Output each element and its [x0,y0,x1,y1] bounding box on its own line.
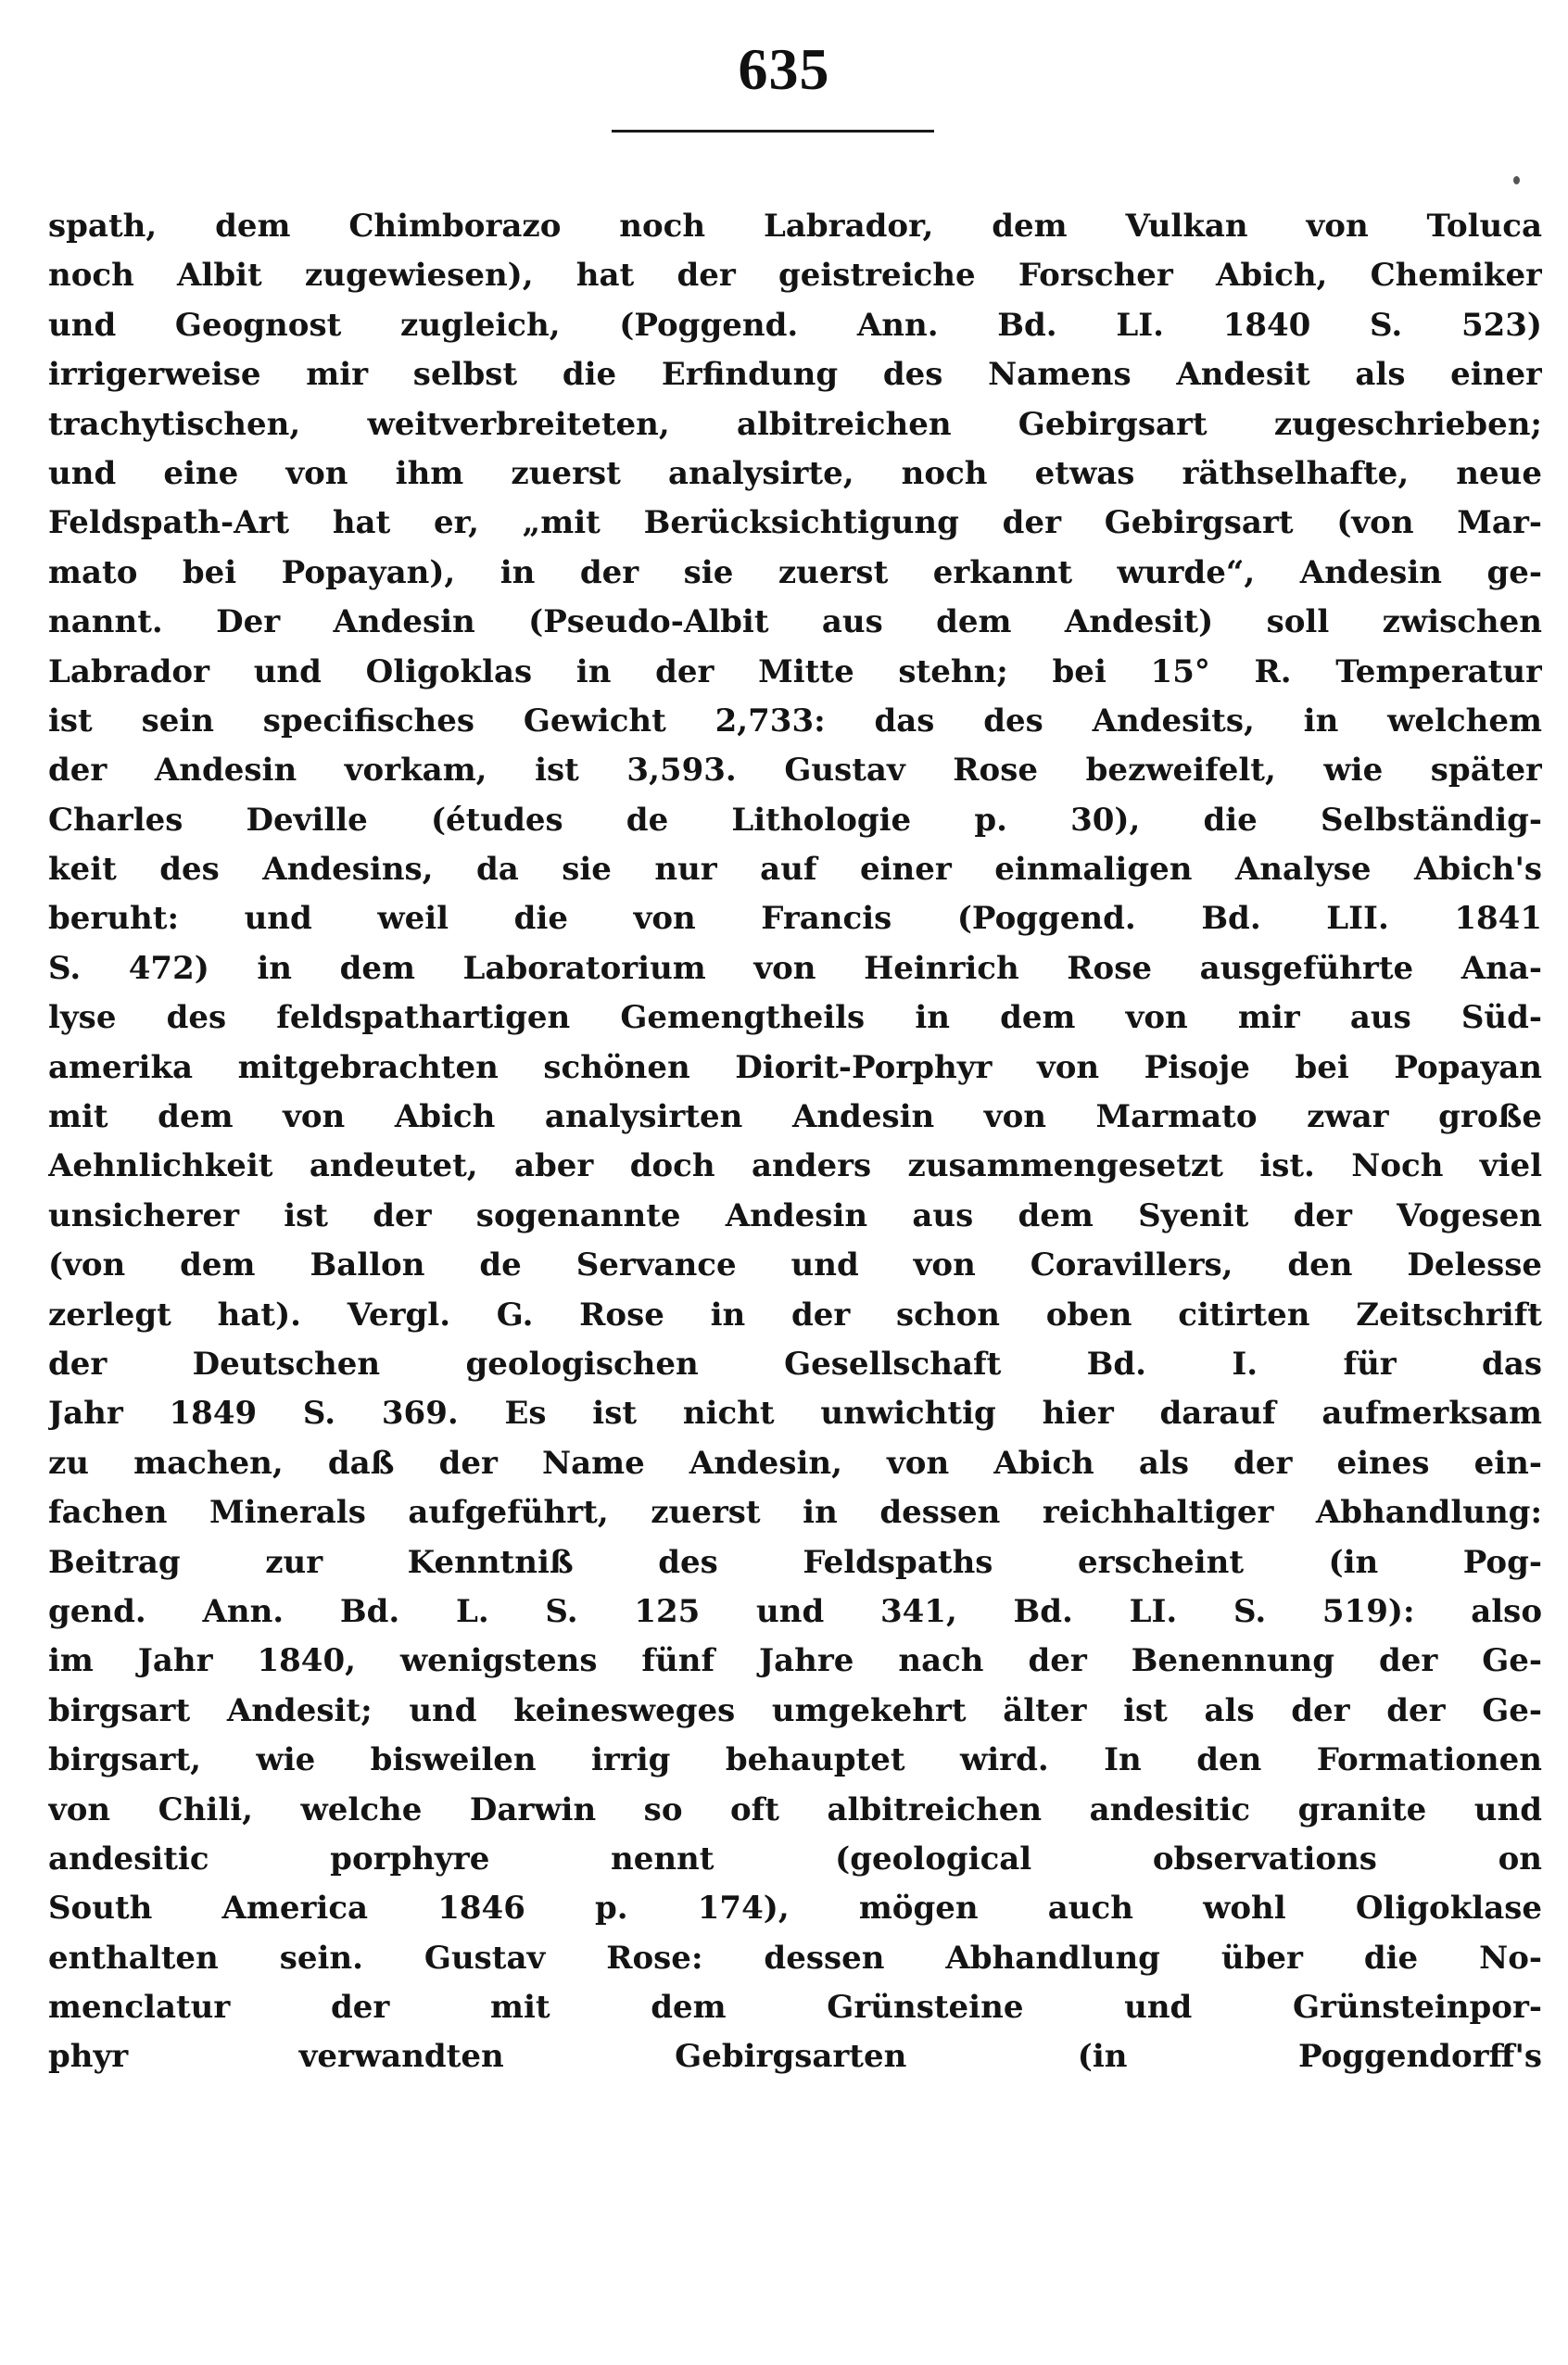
text-line: Labrador und Oligoklas in der Mitte stehn; bei 15° R. Temperatur [48,652,1542,690]
text-line: menclatur der mit dem Grünsteine und Grünsteinpor- [48,1989,1542,2027]
text-line: zerlegt hat). Vergl. G. Rose in der schon oben citirten Zeitschrift [48,1296,1542,1334]
ink-speck [1513,176,1520,184]
text-line: unsicherer ist der sogenannte Andesin aus dem Syenit der Vogesen [48,1196,1542,1234]
text-line: Charles Deville (études de Lithologie p. 30), die Selbständig- [48,801,1542,839]
text-line: phyr verwandten Gebirgsarten (in Poggendorff's [48,2038,1542,2076]
text-line: trachytischen, weitverbreiteten, albitreichen Gebirgsart zugeschrieben; [48,405,1542,443]
text-line: South America 1846 p. 174), mögen auch wohl Oligoklase [48,1890,1542,1928]
text-line: beruht: und weil die von Francis (Poggend. Bd. LII. 1841 [48,900,1542,938]
text-line: von Chili, welche Darwin so oft albitreichen andesitic granite und [48,1790,1542,1828]
text-line: (von dem Ballon de Servance und von Coravillers, den Delesse [48,1246,1542,1284]
text-line: Jahr 1849 S. 369. Es ist nicht unwichtig hier darauf aufmerksam [48,1395,1542,1433]
text-line: amerika mitgebrachten schönen Diorit-Porphyr von Pisoje bei Popayan [48,1048,1542,1086]
text-line: im Jahr 1840, wenigstens fünf Jahre nach der Benennung der Ge- [48,1642,1542,1680]
text-line: der Deutschen geologischen Gesellschaft Bd. I. für das [48,1345,1542,1383]
text-line: birgsart, wie bisweilen irrig behauptet wird. In den Formationen [48,1741,1542,1779]
text-line: enthalten sein. Gustav Rose: dessen Abhandlung über die No- [48,1939,1542,1977]
text-line: irrigerweise mir selbst die Erfindung des Namens Andesit als einer [48,356,1542,394]
text-line: der Andesin vorkam, ist 3,593. Gustav Rose bezweifelt, wie später [48,752,1542,790]
body-text [48,202,1542,2082]
text-line: noch Albit zugewiesen), hat der geistreiche Forscher Abich, Chemiker [48,257,1542,295]
text-line: zu machen, daß der Name Andesin, von Abich als der eines ein- [48,1444,1542,1482]
text-line: lyse des feldspathartigen Gemengtheils in dem von mir aus Süd- [48,999,1542,1037]
header-rule [612,130,934,133]
text-line: mato bei Popayan), in der sie zuerst erkannt wurde“, Andesin ge- [48,553,1542,591]
text-line: Aehnlichkeit andeutet, aber doch anders zusammengesetzt ist. Noch viel [48,1147,1542,1185]
text-line: ist sein specifisches Gewicht 2,733: das des Andesits, in welchem [48,702,1542,740]
text-line: mit dem von Abich analysirten Andesin von Marmato zwar große [48,1098,1542,1136]
text-line: spath, dem Chimborazo noch Labrador, dem Vulkan von Toluca [48,208,1542,245]
page-number: 635 [738,36,830,102]
text-line: fachen Minerals aufgeführt, zuerst in dessen reichhaltiger Abhandlung: [48,1494,1542,1532]
text-line: birgsart Andesit; und keinesweges umgekehrt älter ist als der der Ge- [48,1691,1542,1729]
text-line: und eine von ihm zuerst analysirte, noch etwas räthselhafte, neue [48,454,1542,492]
text-line: und Geognost zugleich, (Poggend. Ann. Bd. LI. 1840 S. 523) [48,306,1542,344]
text-line: Feldspath-Art hat er, „mit Berücksichtigung der Gebirgsart (von Mar- [48,504,1542,542]
text-line: nannt. Der Andesin (Pseudo-Albit aus dem Andesit) soll zwischen [48,603,1542,641]
text-line: S. 472) in dem Laboratorium von Heinrich Rose ausgeführte Ana- [48,949,1542,987]
text-line: keit des Andesins, da sie nur auf einer einmaligen Analyse Abich's [48,851,1542,889]
text-line: andesitic porphyre nennt (geological observations on [48,1840,1542,1878]
text-line: Beitrag zur Kenntniß des Feldspaths erscheint (in Pog- [48,1543,1542,1581]
text-line: gend. Ann. Bd. L. S. 125 und 341, Bd. LI. S. 519): also [48,1592,1542,1630]
